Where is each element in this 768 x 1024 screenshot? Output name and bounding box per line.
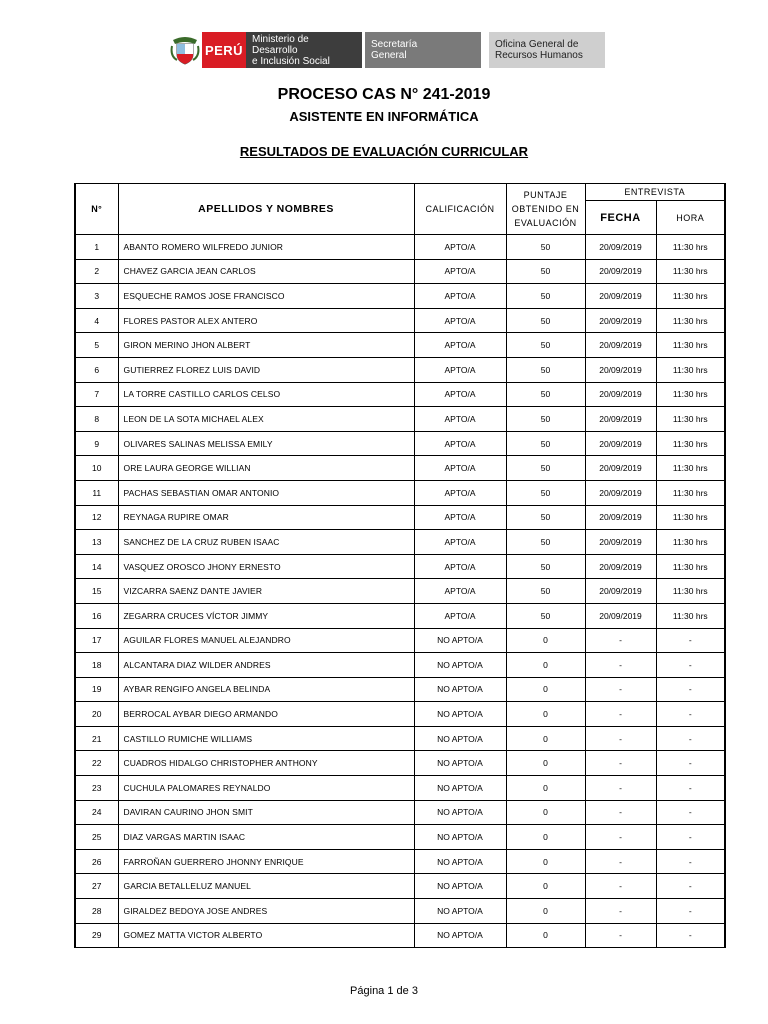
table-row xyxy=(75,751,725,776)
cell-time: - xyxy=(656,899,725,924)
cell-time: 11:30 hrs xyxy=(656,480,725,505)
cell-score: 50 xyxy=(506,333,585,358)
table-row xyxy=(75,874,725,899)
cell-name: ZEGARRA CRUCES VÍCTOR JIMMY xyxy=(118,603,414,628)
cell-score: 50 xyxy=(506,431,585,456)
cell-score: 0 xyxy=(506,874,585,899)
cell-date: 20/09/2019 xyxy=(585,284,656,309)
cell-date: 20/09/2019 xyxy=(585,431,656,456)
cell-qualification: NO APTO/A xyxy=(414,702,506,727)
cell-name: FARROÑAN GUERRERO JHONNY ENRIQUE xyxy=(118,849,414,874)
cell-score: 0 xyxy=(506,825,585,850)
cell-name: VASQUEZ OROSCO JHONY ERNESTO xyxy=(118,554,414,579)
table-row xyxy=(75,628,725,653)
table-row xyxy=(75,899,725,924)
header-names: APELLIDOS Y NOMBRES xyxy=(118,184,414,235)
cell-time: 11:30 hrs xyxy=(656,579,725,604)
cell-date: - xyxy=(585,874,656,899)
table-row xyxy=(75,726,725,751)
cell-name: ABANTO ROMERO WILFREDO JUNIOR xyxy=(118,235,414,260)
cell-date: 20/09/2019 xyxy=(585,333,656,358)
table-row xyxy=(75,431,725,456)
cell-date: 20/09/2019 xyxy=(585,480,656,505)
cell-date: 20/09/2019 xyxy=(585,259,656,284)
institution-logo-bar xyxy=(168,32,608,68)
ministry-label: Ministerio de Desarrollo e Inclusión Social xyxy=(246,32,362,68)
cell-score: 0 xyxy=(506,628,585,653)
cell-time: 11:30 hrs xyxy=(656,603,725,628)
cell-name: SANCHEZ DE LA CRUZ RUBEN ISAAC xyxy=(118,530,414,555)
page-footer: Página 1 de 3 xyxy=(350,985,418,997)
cell-qualification: NO APTO/A xyxy=(414,628,506,653)
cell-date: 20/09/2019 xyxy=(585,407,656,432)
cell-number: 6 xyxy=(75,357,118,382)
cell-time: 11:30 hrs xyxy=(656,259,725,284)
cell-number: 13 xyxy=(75,530,118,555)
cell-number: 3 xyxy=(75,284,118,309)
header-number: N° xyxy=(75,184,118,235)
cell-date: 20/09/2019 xyxy=(585,308,656,333)
cell-number: 2 xyxy=(75,259,118,284)
cell-number: 7 xyxy=(75,382,118,407)
secretariat-label: Secretaría General xyxy=(365,32,481,68)
cell-name: GOMEZ MATTA VICTOR ALBERTO xyxy=(118,923,414,948)
cell-number: 5 xyxy=(75,333,118,358)
results-table xyxy=(74,183,726,948)
cell-time: - xyxy=(656,874,725,899)
table-row xyxy=(75,702,725,727)
header-score-line3: EVALUACIÓN xyxy=(514,218,577,228)
cell-time: 11:30 hrs xyxy=(656,456,725,481)
cell-score: 50 xyxy=(506,407,585,432)
header-date: FECHA xyxy=(585,201,656,235)
cell-score: 50 xyxy=(506,284,585,309)
cell-date: 20/09/2019 xyxy=(585,505,656,530)
cell-name: GIRON MERINO JHON ALBERT xyxy=(118,333,414,358)
cell-number: 27 xyxy=(75,874,118,899)
cell-qualification: APTO/A xyxy=(414,308,506,333)
table-row xyxy=(75,407,725,432)
cell-time: - xyxy=(656,776,725,801)
cell-date: 20/09/2019 xyxy=(585,554,656,579)
table-row xyxy=(75,849,725,874)
cell-date: - xyxy=(585,702,656,727)
cell-date: - xyxy=(585,776,656,801)
cell-date: - xyxy=(585,825,656,850)
cell-qualification: APTO/A xyxy=(414,259,506,284)
cell-number: 14 xyxy=(75,554,118,579)
cell-number: 4 xyxy=(75,308,118,333)
cell-date: - xyxy=(585,628,656,653)
cell-time: 11:30 hrs xyxy=(656,333,725,358)
cell-date: - xyxy=(585,726,656,751)
table-row xyxy=(75,530,725,555)
cell-name: BERROCAL AYBAR DIEGO ARMANDO xyxy=(118,702,414,727)
cell-qualification: APTO/A xyxy=(414,579,506,604)
cell-qualification: APTO/A xyxy=(414,480,506,505)
cell-qualification: NO APTO/A xyxy=(414,677,506,702)
cell-qualification: APTO/A xyxy=(414,382,506,407)
cell-name: CUCHULA PALOMARES REYNALDO xyxy=(118,776,414,801)
table-row xyxy=(75,456,725,481)
cell-name: DIAZ VARGAS MARTIN ISAAC xyxy=(118,825,414,850)
cell-score: 0 xyxy=(506,776,585,801)
cell-score: 50 xyxy=(506,357,585,382)
section-title: RESULTADOS DE EVALUACIÓN CURRICULAR xyxy=(239,144,529,159)
cell-number: 18 xyxy=(75,653,118,678)
cell-name: CASTILLO RUMICHE WILLIAMS xyxy=(118,726,414,751)
cell-number: 15 xyxy=(75,579,118,604)
cell-score: 50 xyxy=(506,456,585,481)
cell-qualification: NO APTO/A xyxy=(414,923,506,948)
table-row xyxy=(75,480,725,505)
cell-name: ALCANTARA DIAZ WILDER ANDRES xyxy=(118,653,414,678)
cell-name: FLORES PASTOR ALEX ANTERO xyxy=(118,308,414,333)
cell-name: AGUILAR FLORES MANUEL ALEJANDRO xyxy=(118,628,414,653)
header-score-line1: PUNTAJE xyxy=(523,190,568,200)
cell-time: 11:30 hrs xyxy=(656,235,725,260)
cell-name: ORE LAURA GEORGE WILLIAN xyxy=(118,456,414,481)
cell-score: 0 xyxy=(506,899,585,924)
cell-score: 0 xyxy=(506,726,585,751)
cell-time: - xyxy=(656,751,725,776)
cell-time: 11:30 hrs xyxy=(656,530,725,555)
table-row xyxy=(75,357,725,382)
cell-time: 11:30 hrs xyxy=(656,554,725,579)
cell-name: GIRALDEZ BEDOYA JOSE ANDRES xyxy=(118,899,414,924)
cell-name: LEON DE LA SOTA MICHAEL ALEX xyxy=(118,407,414,432)
table-row xyxy=(75,677,725,702)
cell-qualification: NO APTO/A xyxy=(414,849,506,874)
table-row xyxy=(75,825,725,850)
cell-date: - xyxy=(585,653,656,678)
cell-name: DAVIRAN CAURINO JHON SMIT xyxy=(118,800,414,825)
cell-score: 0 xyxy=(506,653,585,678)
cell-name: CHAVEZ GARCIA JEAN CARLOS xyxy=(118,259,414,284)
table-row xyxy=(75,603,725,628)
table-row xyxy=(75,653,725,678)
cell-qualification: APTO/A xyxy=(414,407,506,432)
cell-time: 11:30 hrs xyxy=(656,357,725,382)
cell-date: 20/09/2019 xyxy=(585,603,656,628)
cell-time: - xyxy=(656,825,725,850)
cell-number: 22 xyxy=(75,751,118,776)
cell-qualification: APTO/A xyxy=(414,431,506,456)
cell-qualification: APTO/A xyxy=(414,530,506,555)
cell-time: 11:30 hrs xyxy=(656,431,725,456)
cell-number: 16 xyxy=(75,603,118,628)
table-row xyxy=(75,259,725,284)
cell-number: 8 xyxy=(75,407,118,432)
table-row xyxy=(75,554,725,579)
cell-score: 50 xyxy=(506,530,585,555)
cell-time: - xyxy=(656,923,725,948)
cell-number: 24 xyxy=(75,800,118,825)
cell-score: 50 xyxy=(506,554,585,579)
cell-time: - xyxy=(656,849,725,874)
cell-qualification: NO APTO/A xyxy=(414,653,506,678)
cell-time: - xyxy=(656,628,725,653)
cell-score: 0 xyxy=(506,849,585,874)
cell-score: 50 xyxy=(506,382,585,407)
header-qualification: CALIFICACIÓN xyxy=(414,184,506,235)
cell-qualification: NO APTO/A xyxy=(414,825,506,850)
cell-date: 20/09/2019 xyxy=(585,579,656,604)
cell-time: - xyxy=(656,800,725,825)
cell-date: - xyxy=(585,849,656,874)
cell-name: GARCIA BETALLELUZ MANUEL xyxy=(118,874,414,899)
office-label: Oficina General de Recursos Humanos xyxy=(489,32,605,68)
table-row xyxy=(75,776,725,801)
header-score-line2: OBTENIDO EN xyxy=(511,204,580,214)
table-row xyxy=(75,284,725,309)
cell-name: CUADROS HIDALGO CHRISTOPHER ANTHONY xyxy=(118,751,414,776)
cell-number: 12 xyxy=(75,505,118,530)
cell-time: 11:30 hrs xyxy=(656,284,725,309)
cell-number: 26 xyxy=(75,849,118,874)
header-time: HORA xyxy=(656,201,725,235)
cell-score: 0 xyxy=(506,677,585,702)
header-interview: ENTREVISTA xyxy=(585,184,725,201)
cell-score: 50 xyxy=(506,235,585,260)
cell-date: - xyxy=(585,751,656,776)
cell-qualification: NO APTO/A xyxy=(414,899,506,924)
cell-time: - xyxy=(656,677,725,702)
cell-score: 50 xyxy=(506,308,585,333)
cell-name: VIZCARRA SAENZ DANTE JAVIER xyxy=(118,579,414,604)
cell-name: LA TORRE CASTILLO CARLOS CELSO xyxy=(118,382,414,407)
cell-date: 20/09/2019 xyxy=(585,530,656,555)
cell-time: 11:30 hrs xyxy=(656,308,725,333)
cell-name: PACHAS SEBASTIAN OMAR ANTONIO xyxy=(118,480,414,505)
cell-number: 28 xyxy=(75,899,118,924)
cell-score: 50 xyxy=(506,505,585,530)
table-row xyxy=(75,800,725,825)
cell-number: 19 xyxy=(75,677,118,702)
cell-qualification: APTO/A xyxy=(414,357,506,382)
cell-score: 0 xyxy=(506,751,585,776)
cell-date: - xyxy=(585,800,656,825)
cell-score: 0 xyxy=(506,923,585,948)
cell-date: - xyxy=(585,923,656,948)
cell-date: 20/09/2019 xyxy=(585,382,656,407)
table-row xyxy=(75,579,725,604)
cell-score: 50 xyxy=(506,579,585,604)
cell-number: 11 xyxy=(75,480,118,505)
cell-number: 17 xyxy=(75,628,118,653)
cell-score: 50 xyxy=(506,603,585,628)
cell-qualification: NO APTO/A xyxy=(414,874,506,899)
table-row xyxy=(75,308,725,333)
cell-date: 20/09/2019 xyxy=(585,235,656,260)
cell-date: 20/09/2019 xyxy=(585,357,656,382)
cell-qualification: APTO/A xyxy=(414,554,506,579)
cell-qualification: APTO/A xyxy=(414,235,506,260)
cell-qualification: NO APTO/A xyxy=(414,751,506,776)
cell-qualification: APTO/A xyxy=(414,603,506,628)
cell-qualification: APTO/A xyxy=(414,505,506,530)
table-row xyxy=(75,333,725,358)
cell-time: 11:30 hrs xyxy=(656,382,725,407)
header-score xyxy=(506,184,585,235)
peru-label: PERÚ xyxy=(202,32,246,68)
cell-qualification: NO APTO/A xyxy=(414,800,506,825)
cell-number: 1 xyxy=(75,235,118,260)
cell-score: 0 xyxy=(506,702,585,727)
cell-number: 25 xyxy=(75,825,118,850)
cell-score: 0 xyxy=(506,800,585,825)
table-row xyxy=(75,382,725,407)
cell-date: - xyxy=(585,899,656,924)
cell-number: 23 xyxy=(75,776,118,801)
cell-name: ESQUECHE RAMOS JOSE FRANCISCO xyxy=(118,284,414,309)
cell-number: 21 xyxy=(75,726,118,751)
cell-time: 11:30 hrs xyxy=(656,505,725,530)
cell-time: - xyxy=(656,702,725,727)
cell-date: - xyxy=(585,677,656,702)
document-subtitle: ASISTENTE EN INFORMÁTICA xyxy=(289,109,479,124)
table-row xyxy=(75,505,725,530)
table-row xyxy=(75,923,725,948)
table-row xyxy=(75,235,725,260)
cell-number: 10 xyxy=(75,456,118,481)
cell-name: AYBAR RENGIFO ANGELA BELINDA xyxy=(118,677,414,702)
cell-time: 11:30 hrs xyxy=(656,407,725,432)
cell-qualification: APTO/A xyxy=(414,456,506,481)
cell-number: 29 xyxy=(75,923,118,948)
cell-time: - xyxy=(656,726,725,751)
cell-qualification: NO APTO/A xyxy=(414,776,506,801)
cell-qualification: NO APTO/A xyxy=(414,726,506,751)
cell-time: - xyxy=(656,653,725,678)
document-title: PROCESO CAS N° 241-2019 xyxy=(277,86,491,103)
cell-qualification: APTO/A xyxy=(414,284,506,309)
cell-number: 9 xyxy=(75,431,118,456)
cell-score: 50 xyxy=(506,480,585,505)
cell-name: REYNAGA RUPIRE OMAR xyxy=(118,505,414,530)
cell-name: OLIVARES SALINAS MELISSA EMILY xyxy=(118,431,414,456)
cell-qualification: APTO/A xyxy=(414,333,506,358)
cell-name: GUTIERREZ FLOREZ LUIS DAVID xyxy=(118,357,414,382)
cell-date: 20/09/2019 xyxy=(585,456,656,481)
cell-number: 20 xyxy=(75,702,118,727)
cell-score: 50 xyxy=(506,259,585,284)
coat-of-arms-icon xyxy=(168,32,202,68)
